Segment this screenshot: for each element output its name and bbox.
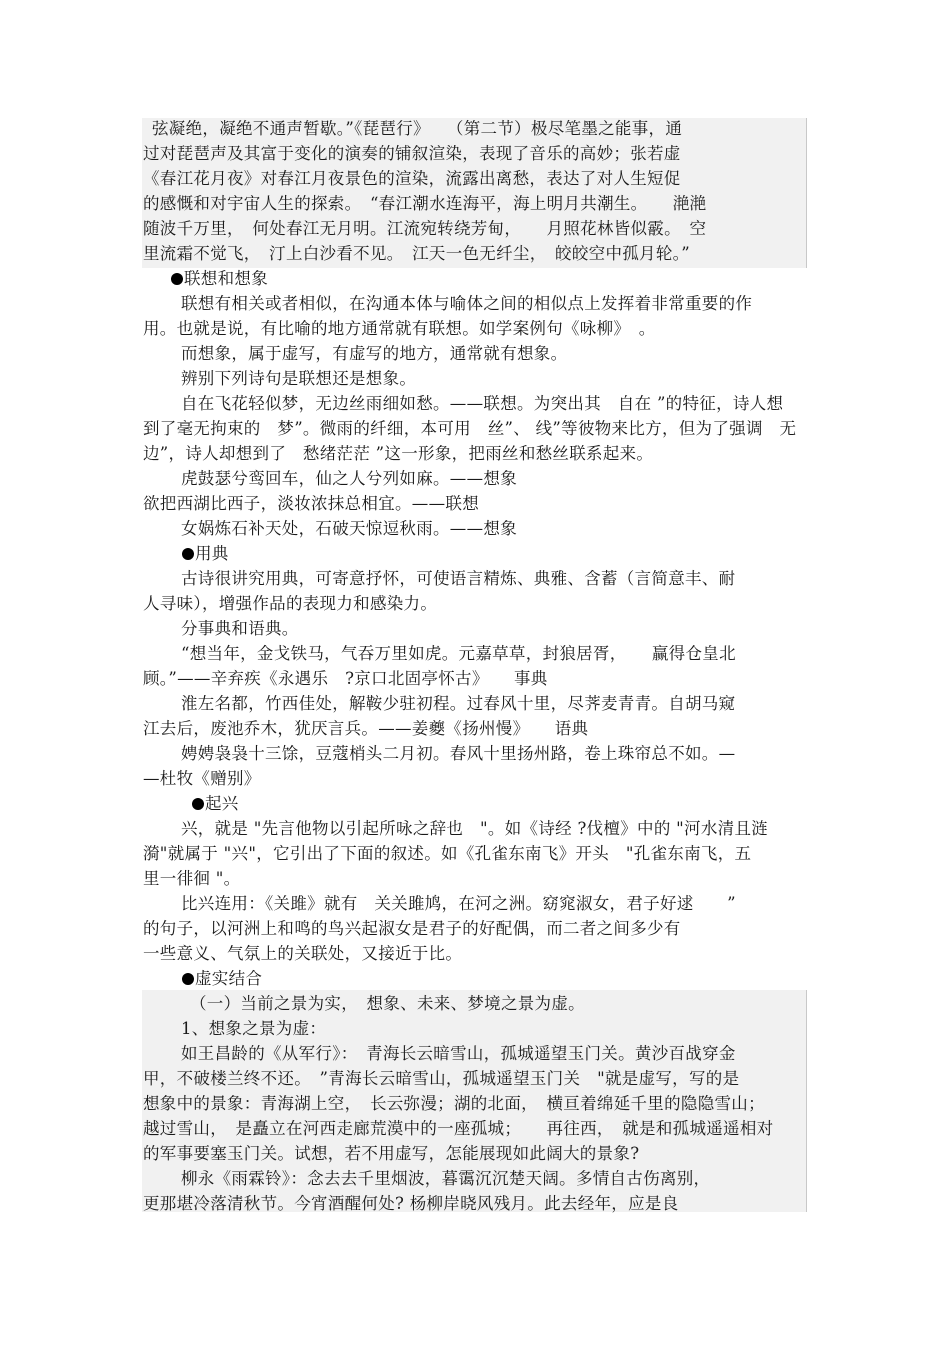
text-line: 边”，诗人却想到了 愁绪茫茫 ”这一形象，把雨丝和愁丝联系起来。 [143,444,654,463]
text-line: 比兴连用：《关雎》就有 关关雎鸠，在河之洲。窈窕淑女，君子好逑 ” [181,894,736,913]
text-line: 一些意义、气氛上的关联处，又接近于比。 [143,944,463,963]
text-line: 兴，就是 "先言他物以引起所咏之辞也 "。如《诗经 ?伐檀》中的 "河水清且涟 [181,819,769,838]
text-line: 过对琵琶声及其富于变化的演奏的铺叙渲染，表现了音乐的高妙；张若虚 [143,144,681,163]
text-line: 越过雪山， 是矗立在河西走廊荒漠中的一座孤城； 再往西， 就是和孤城遥遥相对 [143,1119,774,1138]
text-line: 淮左名都，竹西佳处，解鞍少驻初程。过春风十里，尽荠麦青青。自胡马窥 [181,694,736,713]
text-line: 《春江花月夜》对春江月夜景色的渲染，流露出离愁，表达了对人生短促 [143,169,681,188]
text-line: —杜牧《赠别》 [143,769,261,788]
text-line: 1、想象之景为虚： [181,1019,327,1038]
text-line: 女娲炼石补天处，石破天惊逗秋雨。——想象 [181,519,517,538]
bullet-icon [192,798,204,810]
text-line: 辨别下列诗句是联想还是想象。 [181,369,417,388]
text-line: 柳永《雨霖铃》：念去去千里烟波，暮霭沉沉楚天阔。多情自古伤离别， [181,1169,711,1188]
text-line: 欲把西湖比西子，淡妆浓抹总相宜。——联想 [143,494,479,513]
section-heading: 虚实结合 [182,966,852,991]
section-heading: 联想和想象 [171,266,841,291]
text-line: 里一徘徊 "。 [143,869,241,888]
text-line: 想象中的景象：青海湖上空， 长云弥漫；湖的北面， 横亘着绵延千里的隐隐雪山； [143,1094,765,1113]
text-line: 分事典和语典。 [181,619,299,638]
text-line: 随波千万里， 何处春江无月明。江流宛转绕芳甸， 月照花林皆似霰。 空 [143,219,707,238]
text-line: 的感慨和对宇宙人生的探索。 “春江潮水连海平，海上明月共潮生。 滟滟 [143,194,707,213]
section-heading: 用典 [182,541,852,566]
bullet-icon [182,548,194,560]
text-line: 人寻味），增强作品的表现力和感染力。 [143,594,438,613]
text-line: 更那堪冷落清秋节。今宵酒醒何处? 杨柳岸晓风残月。此去经年，应是良 [143,1194,679,1213]
text-line: 的军事要塞玉门关。试想，若不用虚写，怎能展现如此阔大的景象? [143,1144,640,1163]
text-line: 顾。”——辛弃疾《永遇乐 ?京口北固亭怀古》 事典 [143,669,548,688]
text-line: 用。也就是说，有比喻的地方通常就有联想。如学案例句《咏柳》 。 [143,319,656,338]
text-line: 的句子，以河洲上和鸣的鸟兴起淑女是君子的好配偶，而二者之间多少有 [143,919,681,938]
bullet-icon [182,973,194,985]
text-line: 娉娉袅袅十三馀，豆蔻梢头二月初。春风十里扬州路，卷上珠帘总不如。— [181,744,736,763]
bullet-icon [171,273,183,285]
text-line: 而想象，属于虚写，有虚写的地方，通常就有想象。 [181,344,568,363]
text-line: 甲，不破楼兰终不还。 ”青海长云暗雪山，孤城遥望玉门关 "就是虚写，写的是 [143,1069,740,1088]
text-line: 自在飞花轻似梦，无边丝雨细如愁。——联想。为突出其 自在 ”的特征，诗人想 [181,394,784,413]
text-line: “想当年，金戈铁马，气吞万里如虎。元嘉草草，封狼居胥， 赢得仓皇北 [181,644,736,663]
text-line: 如王昌龄的《从军行》： 青海长云暗雪山，孤城遥望玉门关。黄沙百战穿金 [181,1044,736,1063]
text-line: 弦凝绝，凝绝不通声暂歇。”《琵琶行》 （第二节）极尽笔墨之能事，通 [152,119,683,138]
text-line: 漪"就属于 "兴"，它引出了下面的叙述。如《孔雀东南飞》开头 "孔雀东南飞，五 [143,844,752,863]
text-line: 到了毫无拘束的 梦”。微雨的纤细，本可用 丝”、 线”等彼物来比方，但为了强调 无 [143,419,797,438]
text-line: 江去后，废池乔木，犹厌言兵。——姜夔《扬州慢》 语典 [143,719,589,738]
text-line: 古诗很讲究用典，可寄意抒怀，可使语言精炼、典雅、含蓄（言简意丰、耐 [181,569,736,588]
text-line: （一）当前之景为实， 想象、未来、梦境之景为虚。 [190,994,585,1013]
text-line: 联想有相关或者相似，在沟通本体与喻体之间的相似点上发挥着非常重要的作 [181,294,753,313]
text-line: 里流霜不觉飞， 汀上白沙看不见。 江天一色无纤尘， 皎皎空中孤月轮。” [143,244,690,263]
text-line: 虎鼓瑟兮鸾回车，仙之人兮列如麻。——想象 [181,469,517,488]
section-heading: 起兴 [192,791,862,816]
